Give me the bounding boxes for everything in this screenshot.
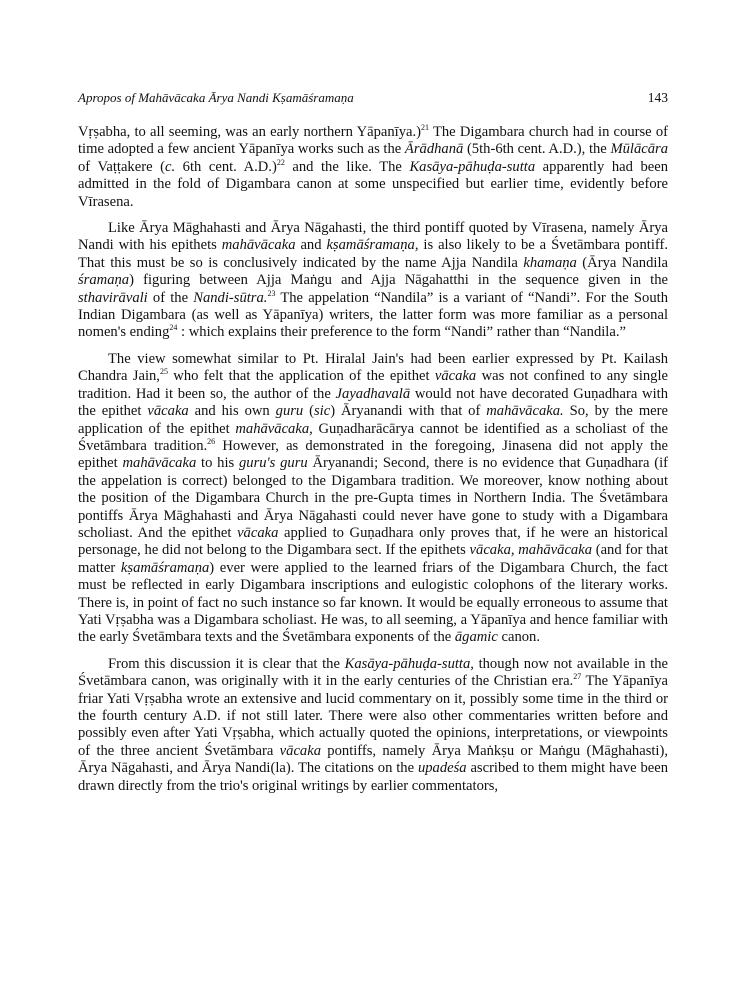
text-run: 6th cent. A.D.) xyxy=(175,158,277,175)
text-run: apparently had been admitted in the fold of Digambara canon at some unspecified but earlier time, evidently before Vīrasena. xyxy=(78,158,668,210)
footnote-marker: 25 xyxy=(159,367,168,377)
italic-term: Nandi-sūtra. xyxy=(193,289,268,306)
text-run: who felt that the application of the epithet xyxy=(167,368,435,385)
text-run: ) figuring between Ajja Maṅgu and Ajja Nāgahatthi in the sequence given in the xyxy=(129,272,668,289)
text-run: From this discussion it is clear that the xyxy=(108,655,345,672)
text-run: Like Ārya Māghahasti and Ārya Nāgahasti, the third pontiff quoted by Vīrasena, namely Ārya Nandi with his epithets xyxy=(78,220,668,254)
text-run: ( xyxy=(303,403,314,420)
footnote-marker: 21 xyxy=(421,123,430,133)
text-run: though now not available in the Śvetāmbara canon, was originally with it in the early centuries of the Christian era. xyxy=(78,655,668,690)
text-run: So, by the mere application of the epithet xyxy=(78,403,668,437)
text-run: canon. xyxy=(497,629,540,646)
text-run: applied to Guṇadhara only proves that, if he were an historical personage, he did not belong to the Digambara sect. If the epithets xyxy=(78,524,669,559)
italic-term: vācaka xyxy=(279,742,321,759)
footnote-marker: 24 xyxy=(169,323,178,333)
italic-term: Mūlācāra xyxy=(610,141,668,158)
italic-term: Ārādhanā xyxy=(404,141,464,158)
text-run: (5th-6th cent. A.D.), the xyxy=(463,141,611,158)
italic-term: sic xyxy=(314,403,331,420)
text-run: ascribed to them might have been drawn directly from the trio's original writings by earlier commentators, xyxy=(78,760,668,794)
italic-term: Kasāya-pāhuḍa-sutta, xyxy=(344,655,474,672)
text-run: is also likely to be a Śvetāmbara pontiff. That this must be so is conclusively indicated by the name Ajja Nandila xyxy=(78,237,668,271)
italic-term: mahāvācaka. xyxy=(486,403,564,420)
text-run: pontiffs, namely Ārya Maṅkṣu or Maṅgu (Māghahasti), Ārya Nāgahasti, and Ārya Nandi(la). The citations on the xyxy=(78,742,668,777)
italic-term: kṣamāśramaṇa xyxy=(120,559,210,576)
text-run: The appelation “Nandila” is a variant of “Nandi”. For the South Indian Digambara (as well as Yāpanīya) writers, the latter form was more familiar as a personal nomen's ending xyxy=(78,289,668,341)
italic-term: mahāvācaka, xyxy=(235,420,313,437)
text-run: (Ārya Nandila xyxy=(576,254,668,271)
paragraph xyxy=(78,656,668,795)
italic-term: Kasāya-pāhuḍa-sutta xyxy=(409,158,536,175)
italic-term: vācaka, mahāvācaka xyxy=(469,542,592,559)
italic-term: c. xyxy=(164,158,176,175)
paragraph xyxy=(78,124,668,211)
text-run: However, as demonstrated in the foregoing, Jinasena did not apply the epithet xyxy=(78,437,668,472)
text-run: and xyxy=(295,237,327,254)
footnote-marker: 27 xyxy=(573,672,582,682)
italic-term: guru xyxy=(275,403,304,420)
text-run: was not confined to any single tradition. Had it been so, the author of the xyxy=(78,368,668,402)
text-run: of Vaṭṭakere ( xyxy=(78,158,165,175)
italic-term: sthavirāvali xyxy=(78,289,148,306)
italic-term: vācaka xyxy=(237,524,279,541)
footnote-marker: 23 xyxy=(267,288,276,298)
paragraph xyxy=(78,220,668,342)
italic-term: upadeśa xyxy=(417,760,467,777)
text-run: of the xyxy=(147,289,194,306)
italic-term: kṣamāśramaṇa, xyxy=(326,237,419,254)
italic-term: śramaṇa xyxy=(78,272,130,289)
text-run: The view somewhat similar to Pt. Hiralal Jain's had been earlier expressed by Pt. Kailash Chandra Jain, xyxy=(78,350,668,385)
running-title: Apropos of Mahāvācaka Ārya Nandi Kṣamāśramaṇa xyxy=(78,90,354,105)
text-run: (and for that matter xyxy=(78,542,668,576)
text-run: ) ever were applied to the learned friars of the Digambara Church, the fact must be reflected in early Digambara inscriptions and eulogistic colophons of the literary works. There is, in point of fact no such instance so far known. It would be equally erroneous to assume that Yati Vṛṣabha was a Digambara scholiast. He was, to all seeming, a Yāpanīya and hence familiar with the early Śvetāmbara texts and the Śvetāmbara exponents of the xyxy=(78,559,668,646)
text-run: to his xyxy=(196,455,239,472)
footnote-marker: 26 xyxy=(207,437,216,447)
text-run: and his own xyxy=(188,403,276,420)
italic-term: mahāvācaka xyxy=(122,455,197,472)
italic-term: khamaṇa xyxy=(523,254,577,271)
italic-term: āgamic xyxy=(454,629,498,646)
italic-term: guru's guru xyxy=(238,455,308,472)
page-header xyxy=(78,90,668,106)
text-run: Guṇadharācārya cannot be identified as a scholiast of the Śvetāmbara tradition. xyxy=(78,420,668,454)
text-run: ) Āryanandi with that of xyxy=(330,403,487,420)
body-text xyxy=(78,124,668,795)
text-run: : which explains their preference to the form “Nandi” rather than “Nandila.” xyxy=(177,324,626,341)
text-run: Āryanandi; Second, there is no evidence that Guṇadhara (if the appelation is correct) belonged to the Digambara tradition. We moreover, know nothing about the position of the Digambara Church in the pre-Gupta times in Northern India. The Śvetāmbara pontiffs Ārya Māghahasti and Ārya Nāgahasti could never have gone to study with a Digambara scholiast. And the epithet xyxy=(78,455,668,541)
paragraph xyxy=(78,351,668,647)
book-page xyxy=(78,90,668,795)
text-run: The Digambara church had in course of time adopted a few ancient Yāpanīya works such as the xyxy=(78,124,668,158)
text-run: and the like. The xyxy=(284,158,410,175)
text-run: would not have decorated Guṇadhara with the epithet xyxy=(78,385,668,420)
italic-term: vācaka xyxy=(434,368,477,385)
page-number: 143 xyxy=(647,90,668,105)
italic-term: mahāvācaka xyxy=(221,237,296,254)
italic-term: Jayadhavalā xyxy=(335,385,411,402)
text-run: The Yāpanīya friar Yati Vṛṣabha wrote an extensive and lucid commentary on it, possibly some time in the third or the fourth century A.D. if not still later. There were also other commentaries written before and possibly even after Yati Vṛṣabha, which actually quoted the opinions, interpretations, or viewpoints of the three ancient Śvetāmbara xyxy=(78,673,668,759)
text-run: Vṛṣabha, to all seeming, was an early northern Yāpanīya.) xyxy=(78,124,422,140)
italic-term: vācaka xyxy=(147,403,189,420)
footnote-marker: 22 xyxy=(276,157,285,167)
